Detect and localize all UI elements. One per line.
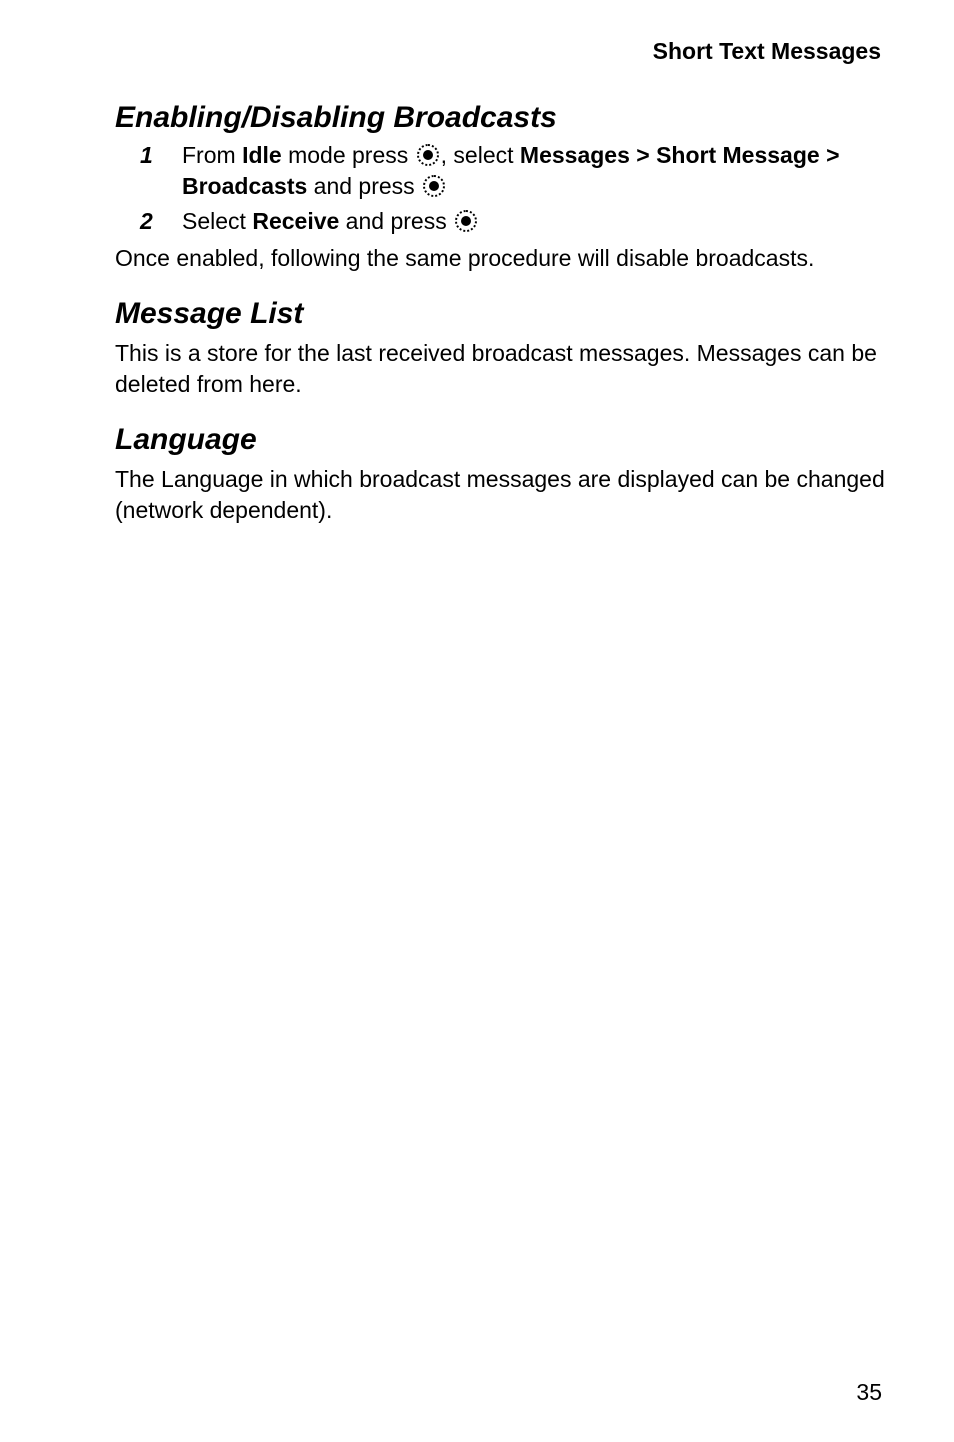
menu-path: Messages > Short Message > Broadcasts: [182, 142, 840, 199]
step-bold-text: Idle: [242, 142, 282, 168]
step-text: and press: [307, 173, 422, 199]
step-number: 2: [140, 208, 153, 234]
section-note: Once enabled, following the same procedure will disable broadcasts.: [115, 245, 815, 271]
step-item: [115, 206, 885, 237]
page-content: [115, 100, 885, 526]
section-message-list: [115, 296, 885, 400]
step-text: mode press: [281, 142, 415, 168]
step-text: , select: [440, 142, 520, 168]
select-key-icon: [455, 210, 477, 232]
select-key-icon: [417, 144, 439, 166]
section-body: The Language in which broadcast messages are displayed can be changed (network dependent).: [115, 466, 885, 523]
section-heading: Message List: [115, 297, 304, 330]
section-heading: Enabling/Disabling Broadcasts: [115, 101, 557, 134]
step-item: [115, 140, 885, 202]
select-key-icon: [423, 175, 445, 197]
section-body: This is a store for the last received broadcast messages. Messages can be deleted from here.: [115, 340, 877, 397]
step-number: 1: [140, 142, 153, 168]
page-number: 35: [856, 1379, 882, 1405]
step-text: Select: [182, 208, 253, 234]
step-text: and press: [339, 208, 454, 234]
section-language: [115, 422, 885, 526]
running-head: Short Text Messages: [652, 38, 881, 64]
step-text: From: [182, 142, 243, 168]
step-bold-text: Receive: [252, 208, 340, 234]
step-list: [115, 140, 885, 237]
section-enabling-broadcasts: [115, 100, 885, 274]
section-heading: Language: [115, 423, 257, 456]
